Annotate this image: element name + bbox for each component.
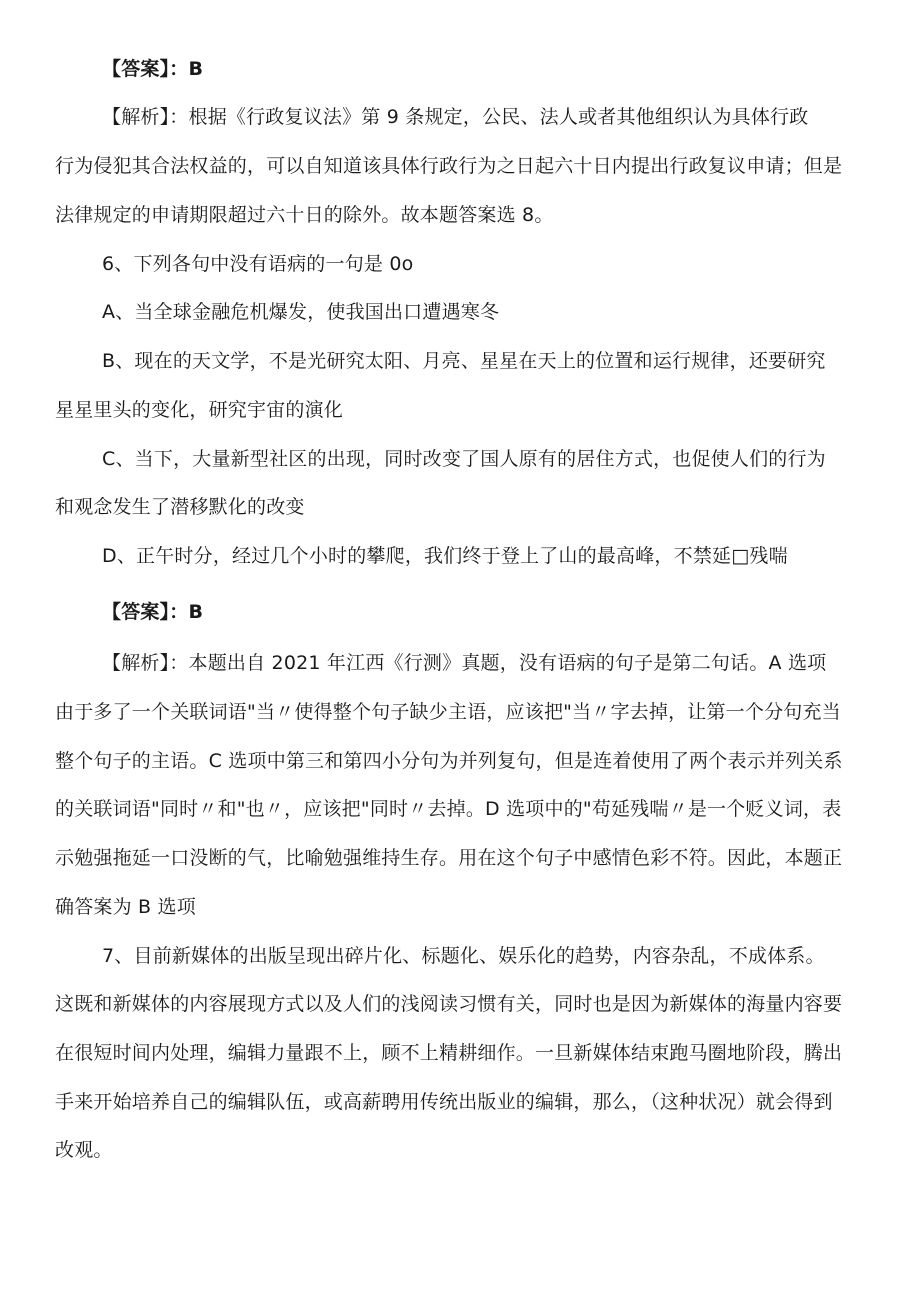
question-7-line-2: 这既和新媒体的内容展现方式以及人们的浅阅读习惯有关，同时也是因为新媒体的海量内容要 (55, 993, 843, 1015)
analysis-line-2: 行为侵犯其合法权益的，可以自知道该具体行政行为之日起六十日内提出行政复议申请；但是 (55, 155, 843, 177)
question-7-line-3: 在很短时间内处理，编辑力量跟不上，顾不上精耕细作。一旦新媒体结束跑马圈地阶段，腾出 (55, 1042, 843, 1064)
analysis-line-1: 【解析】：根据《行政复议法》第 9 条规定，公民、法人或者其他组织认为具体行政 (102, 106, 809, 128)
option-d: D、正午时分，经过几个小时的攀爬，我们终于登上了山的最高峰，不禁延□残喘 (102, 545, 788, 567)
question-7-line-1: 7、目前新媒体的出版呈现出碎片化、标题化、娱乐化的趋势，内容杂乱，不成体系。 (102, 945, 825, 967)
answer-label-2: 【答案】：B (102, 601, 204, 623)
question-7-line-4: 手来开始培养自己的编辑队伍，或高薪聘用传统出版业的编辑，那么，（这种状况）就会得到 (55, 1091, 833, 1113)
analysis-line-3: 法律规定的申请期限超过六十日的除外。故本题答案选 8。 (55, 204, 554, 226)
analysis2-line-1: 【解析】：本题出自 2021 年江西《行测》真题，没有语病的句子是第二句话。A 选项 (102, 652, 827, 674)
question-7-line-5: 改观。 (55, 1139, 113, 1161)
analysis2-line-5: 示勉强拖延一口没断的气，比喻勉强维持生存。用在这个句子中感情色彩不符。因此，本题正 (55, 847, 843, 869)
question-6-stem: 6、下列各句中没有语病的一句是 0o (102, 253, 414, 275)
option-b-line-2: 星星里头的变化，研究宇宙的演化 (55, 399, 344, 421)
analysis2-line-6: 确答案为 B 选项 (55, 896, 196, 918)
analysis2-line-4: 的关联词语"同时〃和"也〃，应该把"同时〃去掉。D 选项中的"苟延残喘〃是一个贬义词，表 (55, 798, 842, 820)
option-b-line-1: B、现在的天文学，不是光研究太阳、月亮、星星在天上的位置和运行规律，还要研究 (102, 350, 826, 372)
analysis2-line-2: 由于多了一个关联词语"当〃使得整个句子缺少主语，应该把"当〃字去掉，让第一个分句充当 (55, 701, 841, 723)
option-a: A、当全球金融危机爆发，使我国出口遭遇寒冬 (102, 301, 500, 323)
analysis2-line-3: 整个句子的主语。C 选项中第三和第四小分句为并列复句，但是连着使用了两个表示并列关系 (55, 750, 843, 772)
option-c-line-2: 和观念发生了潜移默化的改变 (55, 496, 305, 518)
answer-label-1: 【答案】：B (102, 58, 204, 80)
option-c-line-1: C、当下，大量新型社区的出现，同时改变了国人原有的居住方式，也促使人们的行为 (102, 448, 826, 470)
